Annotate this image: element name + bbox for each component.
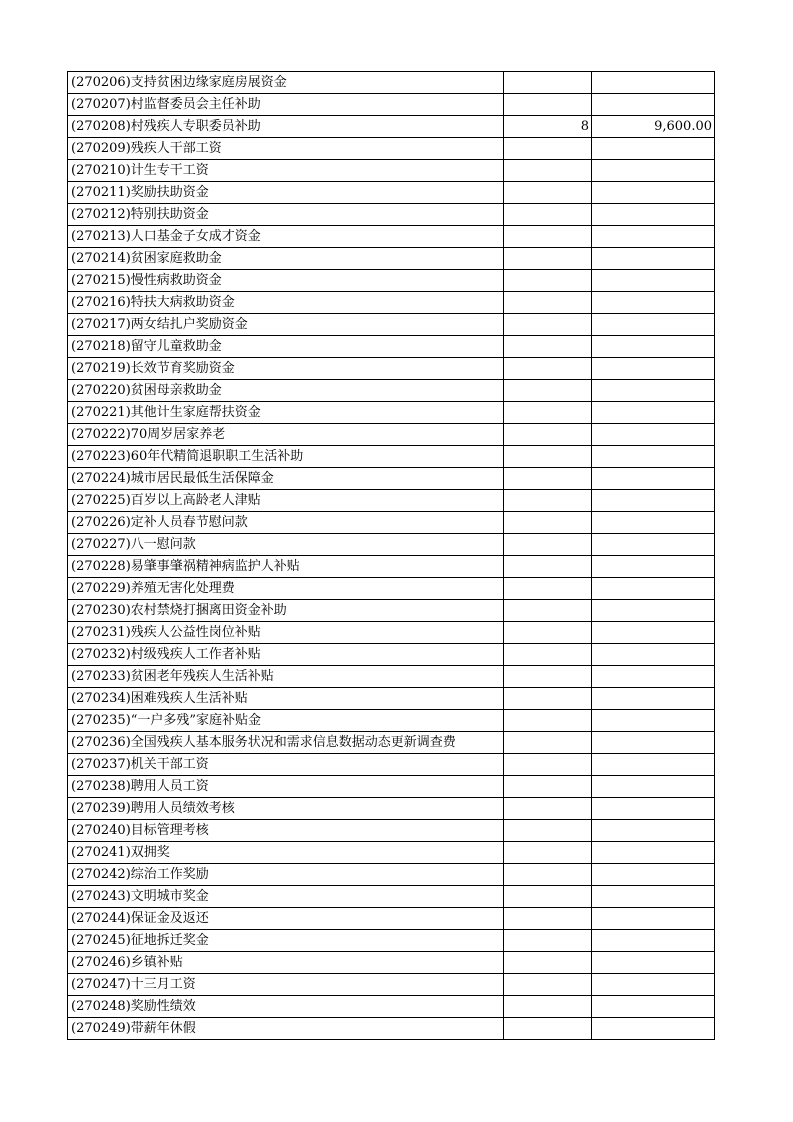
table-row — [68, 424, 715, 446]
quantity-cell — [504, 732, 592, 754]
table-row — [68, 600, 715, 622]
quantity-cell — [504, 424, 592, 446]
item-name-cell: (270209)残疾人干部工资 — [68, 138, 504, 160]
amount-cell — [592, 710, 715, 732]
table-row — [68, 292, 715, 314]
quantity-cell — [504, 94, 592, 116]
table-row — [68, 446, 715, 468]
table-row — [68, 226, 715, 248]
amount-cell — [592, 446, 715, 468]
quantity-cell — [504, 754, 592, 776]
item-name-cell: (270229)养殖无害化处理费 — [68, 578, 504, 600]
amount-cell — [592, 336, 715, 358]
table-row — [68, 754, 715, 776]
amount-cell — [592, 578, 715, 600]
amount-cell — [592, 732, 715, 754]
table-row — [68, 204, 715, 226]
table-row — [68, 776, 715, 798]
amount-cell — [592, 556, 715, 578]
amount-cell — [592, 930, 715, 952]
amount-cell — [592, 138, 715, 160]
item-name-cell: (270231)残疾人公益性岗位补贴 — [68, 622, 504, 644]
amount-cell — [592, 798, 715, 820]
quantity-cell — [504, 952, 592, 974]
amount-cell — [592, 424, 715, 446]
amount-cell — [592, 666, 715, 688]
table-row — [68, 908, 715, 930]
item-name-cell: (270226)定补人员春节慰问款 — [68, 512, 504, 534]
amount-cell — [592, 512, 715, 534]
item-name-cell: (270243)文明城市奖金 — [68, 886, 504, 908]
quantity-cell — [504, 908, 592, 930]
amount-cell — [592, 314, 715, 336]
quantity-cell — [504, 666, 592, 688]
item-name-cell: (270248)奖励性绩效 — [68, 996, 504, 1018]
item-name-cell: (270208)村残疾人专职委员补助 — [68, 116, 504, 138]
item-name-cell: (270242)综治工作奖励 — [68, 864, 504, 886]
table-row — [68, 886, 715, 908]
amount-cell — [592, 864, 715, 886]
item-name-cell: (270245)征地拆迁奖金 — [68, 930, 504, 952]
quantity-cell — [504, 160, 592, 182]
table-row — [68, 490, 715, 512]
amount-cell — [592, 160, 715, 182]
item-name-cell: (270238)聘用人员工资 — [68, 776, 504, 798]
table-row — [68, 1018, 715, 1040]
item-name-cell: (270240)目标管理考核 — [68, 820, 504, 842]
amount-cell — [592, 402, 715, 424]
item-name-cell: (270221)其他计生家庭帮扶资金 — [68, 402, 504, 424]
amount-cell — [592, 600, 715, 622]
item-name-cell: (270227)八一慰问款 — [68, 534, 504, 556]
item-name-cell: (270246)乡镇补贴 — [68, 952, 504, 974]
quantity-cell — [504, 270, 592, 292]
table-row — [68, 380, 715, 402]
amount-cell — [592, 644, 715, 666]
quantity-cell — [504, 446, 592, 468]
quantity-cell — [504, 1018, 592, 1040]
item-name-cell: (270207)村监督委员会主任补助 — [68, 94, 504, 116]
quantity-cell — [504, 358, 592, 380]
item-name-cell: (270223)60年代精简退职职工生活补助 — [68, 446, 504, 468]
item-name-cell: (270222)70周岁居家养老 — [68, 424, 504, 446]
budget-table-body — [68, 72, 715, 1040]
item-name-cell: (270249)带薪年休假 — [68, 1018, 504, 1040]
table-row — [68, 336, 715, 358]
table-row — [68, 578, 715, 600]
quantity-cell — [504, 182, 592, 204]
table-row — [68, 710, 715, 732]
table-row — [68, 622, 715, 644]
table-row — [68, 94, 715, 116]
item-name-cell: (270224)城市居民最低生活保障金 — [68, 468, 504, 490]
item-name-cell: (270220)贫困母亲救助金 — [68, 380, 504, 402]
table-row — [68, 930, 715, 952]
table-row — [68, 182, 715, 204]
table-row — [68, 314, 715, 336]
quantity-cell — [504, 72, 592, 94]
amount-cell — [592, 820, 715, 842]
item-name-cell: (270214)贫困家庭救助金 — [68, 248, 504, 270]
amount-cell — [592, 182, 715, 204]
amount-cell — [592, 380, 715, 402]
budget-table — [67, 71, 715, 1040]
quantity-cell — [504, 534, 592, 556]
table-row — [68, 688, 715, 710]
quantity-cell — [504, 930, 592, 952]
quantity-cell — [504, 468, 592, 490]
item-name-cell: (270239)聘用人员绩效考核 — [68, 798, 504, 820]
item-name-cell: (270216)特扶大病救助资金 — [68, 292, 504, 314]
quantity-cell — [504, 226, 592, 248]
amount-cell — [592, 974, 715, 996]
quantity-cell — [504, 820, 592, 842]
table-row — [68, 248, 715, 270]
quantity-cell — [504, 974, 592, 996]
amount-cell — [592, 754, 715, 776]
quantity-cell — [504, 886, 592, 908]
item-name-cell: (270217)两女结扎户奖励资金 — [68, 314, 504, 336]
amount-cell — [592, 1018, 715, 1040]
amount-cell — [592, 490, 715, 512]
amount-cell — [592, 270, 715, 292]
table-row — [68, 666, 715, 688]
item-name-cell: (270219)长效节育奖励资金 — [68, 358, 504, 380]
item-name-cell: (270228)易肇事肇祸精神病监护人补贴 — [68, 556, 504, 578]
item-name-cell: (270234)困难残疾人生活补贴 — [68, 688, 504, 710]
quantity-cell — [504, 864, 592, 886]
item-name-cell: (270233)贫困老年残疾人生活补贴 — [68, 666, 504, 688]
item-name-cell: (270206)支持贫困边缘家庭房展资金 — [68, 72, 504, 94]
quantity-cell — [504, 556, 592, 578]
table-row — [68, 974, 715, 996]
amount-cell — [592, 996, 715, 1018]
amount-cell — [592, 908, 715, 930]
quantity-cell — [504, 776, 592, 798]
amount-cell — [592, 622, 715, 644]
table-row — [68, 270, 715, 292]
amount-cell — [592, 886, 715, 908]
quantity-cell — [504, 512, 592, 534]
item-name-cell: (270213)人口基金子女成才资金 — [68, 226, 504, 248]
amount-cell — [592, 776, 715, 798]
amount-cell — [592, 688, 715, 710]
table-row — [68, 138, 715, 160]
quantity-cell — [504, 710, 592, 732]
item-name-cell: (270236)全国残疾人基本服务状况和需求信息数据动态更新调查费 — [68, 732, 504, 754]
quantity-cell — [504, 248, 592, 270]
quantity-cell — [504, 842, 592, 864]
item-name-cell: (270232)村级残疾人工作者补贴 — [68, 644, 504, 666]
table-row — [68, 798, 715, 820]
table-row — [68, 358, 715, 380]
quantity-cell — [504, 644, 592, 666]
item-name-cell: (270235)“一户多残”家庭补贴金 — [68, 710, 504, 732]
amount-cell — [592, 204, 715, 226]
quantity-cell — [504, 380, 592, 402]
amount-cell — [592, 534, 715, 556]
table-row — [68, 116, 715, 138]
amount-cell — [592, 72, 715, 94]
item-name-cell: (270237)机关干部工资 — [68, 754, 504, 776]
item-name-cell: (270230)农村禁烧打捆离田资金补助 — [68, 600, 504, 622]
amount-cell — [592, 358, 715, 380]
table-row — [68, 996, 715, 1018]
item-name-cell: (270211)奖励扶助资金 — [68, 182, 504, 204]
quantity-cell — [504, 314, 592, 336]
item-name-cell: (270215)慢性病救助资金 — [68, 270, 504, 292]
amount-cell: 9,600.00 — [592, 116, 715, 138]
amount-cell — [592, 226, 715, 248]
table-row — [68, 842, 715, 864]
quantity-cell — [504, 138, 592, 160]
table-row — [68, 952, 715, 974]
table-row — [68, 556, 715, 578]
table-row — [68, 402, 715, 424]
table-row — [68, 72, 715, 94]
quantity-cell — [504, 402, 592, 424]
table-row — [68, 512, 715, 534]
item-name-cell: (270244)保证金及返还 — [68, 908, 504, 930]
item-name-cell: (270247)十三月工资 — [68, 974, 504, 996]
table-row — [68, 644, 715, 666]
item-name-cell: (270225)百岁以上高龄老人津贴 — [68, 490, 504, 512]
table-row — [68, 534, 715, 556]
table-row — [68, 820, 715, 842]
quantity-cell — [504, 292, 592, 314]
amount-cell — [592, 468, 715, 490]
amount-cell — [592, 952, 715, 974]
quantity-cell — [504, 490, 592, 512]
amount-cell — [592, 248, 715, 270]
quantity-cell — [504, 622, 592, 644]
quantity-cell — [504, 688, 592, 710]
quantity-cell: 8 — [504, 116, 592, 138]
quantity-cell — [504, 798, 592, 820]
amount-cell — [592, 842, 715, 864]
item-name-cell: (270218)留守儿童救助金 — [68, 336, 504, 358]
item-name-cell: (270212)特别扶助资金 — [68, 204, 504, 226]
amount-cell — [592, 292, 715, 314]
quantity-cell — [504, 336, 592, 358]
table-row — [68, 864, 715, 886]
item-name-cell: (270241)双拥奖 — [68, 842, 504, 864]
quantity-cell — [504, 204, 592, 226]
table-row — [68, 468, 715, 490]
amount-cell — [592, 94, 715, 116]
quantity-cell — [504, 600, 592, 622]
quantity-cell — [504, 578, 592, 600]
table-row — [68, 732, 715, 754]
table-row — [68, 160, 715, 182]
quantity-cell — [504, 996, 592, 1018]
item-name-cell: (270210)计生专干工资 — [68, 160, 504, 182]
